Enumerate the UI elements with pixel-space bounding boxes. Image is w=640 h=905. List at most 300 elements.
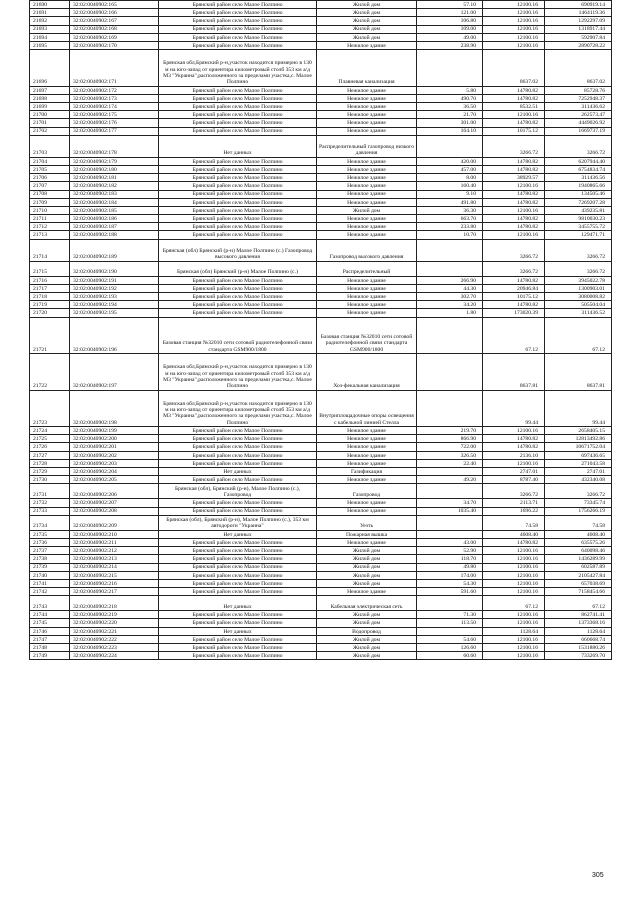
row-number: 21728 [30, 459, 70, 467]
address: Брянский район село Малое Полпино [159, 588, 317, 596]
area [417, 596, 483, 611]
address: Брянский район село Малое Полпино [159, 571, 317, 579]
area: 34.70 [417, 499, 483, 507]
table-row [30, 530, 612, 538]
cadastral-value: 74.58 [545, 515, 612, 530]
table-row [30, 538, 612, 546]
object-type: Нежилое здание [317, 231, 417, 239]
object-type: Нежилое здание [317, 86, 417, 94]
unit-value: 14780.82 [483, 157, 545, 165]
cadastral-number: 32:02:0040902:171 [70, 50, 159, 87]
table-row [30, 103, 612, 111]
area: 326.50 [417, 451, 483, 459]
cadastral-number: 32:02:0040902:214 [70, 563, 159, 571]
unit-value: 10175.12 [483, 127, 545, 135]
table-row [30, 644, 612, 652]
row-number: 21720 [30, 309, 70, 317]
table-row [30, 596, 612, 611]
area [417, 50, 483, 87]
cadastral-value: 3266.72 [545, 484, 612, 499]
table-body [30, 1, 612, 660]
table-row [30, 284, 612, 292]
area [417, 317, 483, 354]
table-row [30, 611, 612, 619]
area: 60.60 [417, 652, 483, 660]
cadastral-value: 129471.71 [545, 231, 612, 239]
table-row [30, 157, 612, 165]
table-row [30, 198, 612, 206]
object-type: Жилой дом [317, 206, 417, 214]
area: 8.00 [417, 174, 483, 182]
object-type: Нежилое здание [317, 103, 417, 111]
row-number: 21697 [30, 86, 70, 94]
table-row [30, 588, 612, 596]
cadastral-number: 32:02:0040902:198 [70, 390, 159, 427]
row-number: 21738 [30, 555, 70, 563]
cadastral-value: 432340.08 [545, 476, 612, 484]
cadastral-number: 32:02:0040902:190 [70, 261, 159, 276]
object-type: Нежилое здание [317, 443, 417, 451]
object-type: Нежилое здание [317, 94, 417, 102]
address: Нет данных [159, 627, 317, 635]
address: Нет данных [159, 596, 317, 611]
cadastral-value: 262573.47 [545, 111, 612, 119]
row-number: 21735 [30, 530, 70, 538]
object-type: Нежилое здание [317, 41, 417, 49]
area [417, 484, 483, 499]
object-type: Кабельная электрическая сеть [317, 596, 417, 611]
row-number: 21725 [30, 435, 70, 443]
object-type: Нежилое здание [317, 284, 417, 292]
unit-value: 12100.16 [483, 563, 545, 571]
address: Брянский район село Малое Полпино [159, 443, 317, 451]
object-type: Базовая станция №32010 сети сотовой радиотелефонной связи стандарта GSM900/1800 [317, 317, 417, 354]
area: 591.60 [417, 588, 483, 596]
object-type: Нежилое здание [317, 507, 417, 515]
cadastral-number: 32:02:0040902:184 [70, 198, 159, 206]
row-number: 21733 [30, 507, 70, 515]
cadastral-value: 8637.02 [545, 50, 612, 87]
area: 302.70 [417, 293, 483, 301]
table-row [30, 9, 612, 17]
object-type: Пожарная вышка [317, 530, 417, 538]
area: 219.70 [417, 427, 483, 435]
row-number: 21699 [30, 103, 70, 111]
cadastral-value: 3266.72 [545, 135, 612, 157]
area [417, 468, 483, 476]
unit-value: 8637.81 [483, 354, 545, 391]
row-number: 21730 [30, 476, 70, 484]
row-number: 21693 [30, 25, 70, 33]
area: 457.00 [417, 165, 483, 173]
table-row [30, 17, 612, 25]
address: Брянский район село Малое Полпино [159, 652, 317, 660]
address: Брянский район село Малое Полпино [159, 198, 317, 206]
cadastral-value: 1531880.26 [545, 644, 612, 652]
cadastral-number: 32:02:0040902:223 [70, 644, 159, 652]
cadastral-number: 32:02:0040902:211 [70, 538, 159, 546]
unit-value: 14780.82 [483, 215, 545, 223]
row-number: 21702 [30, 127, 70, 135]
row-number: 21705 [30, 165, 70, 173]
address: Брянский район село Малое Полпино [159, 182, 317, 190]
object-type: Водопровод [317, 627, 417, 635]
object-type: Нежилое здание [317, 215, 417, 223]
unit-value: 20946.84 [483, 284, 545, 292]
address: Брянская обл,Брянский р-н,участок находится примерно в 130 м на юго-запад от ориентира километровый столб 353 км а/д М3 "Украина",расположенного за пределами участка,с. Малое Полпино [159, 390, 317, 427]
row-number: 21691 [30, 9, 70, 17]
cadastral-value: 8637.81 [545, 354, 612, 391]
address: Базовая станция №32010 сети сотовой радиотелефонной связи стандарта GSM900/1800 [159, 317, 317, 354]
cadastral-number: 32:02:0040902:221 [70, 627, 159, 635]
cadastral-value: 862741.41 [545, 611, 612, 619]
area [417, 390, 483, 427]
cadastral-number: 32:02:0040902:178 [70, 135, 159, 157]
area: 722.00 [417, 443, 483, 451]
address: Брянский район село Малое Полпино [159, 119, 317, 127]
cadastral-number: 32:02:0040902:176 [70, 119, 159, 127]
object-type: Жилой дом [317, 547, 417, 555]
row-number: 21745 [30, 619, 70, 627]
unit-value: 14780.82 [483, 276, 545, 284]
row-number: 21709 [30, 198, 70, 206]
object-type: Газопровод [317, 484, 417, 499]
row-number: 21695 [30, 41, 70, 49]
cadastral-number: 32:02:0040902:183 [70, 190, 159, 198]
unit-value: 12100.16 [483, 427, 545, 435]
cadastral-value: 311436.52 [545, 309, 612, 317]
row-number: 21694 [30, 33, 70, 41]
object-type: Нежилое здание [317, 165, 417, 173]
address: Брянский район село Малое Полпино [159, 25, 317, 33]
object-type: Нежилое здание [317, 190, 417, 198]
object-type: Нежилое здание [317, 427, 417, 435]
cadastral-value: 1669737.19 [545, 127, 612, 135]
table-row [30, 111, 612, 119]
row-number: 21729 [30, 468, 70, 476]
address: Брянский район село Малое Полпино [159, 499, 317, 507]
table-row [30, 390, 612, 427]
cadastral-number: 32:02:0040902:206 [70, 484, 159, 499]
table-row [30, 190, 612, 198]
cadastral-value: 690919.14 [545, 1, 612, 9]
table-row [30, 293, 612, 301]
table-row [30, 119, 612, 127]
unit-value: 67.12 [483, 596, 545, 611]
object-type: Нежилое здание [317, 588, 417, 596]
cadastral-value: 592907.84 [545, 33, 612, 41]
row-number: 21715 [30, 261, 70, 276]
cadastral-value: 73345.74 [545, 499, 612, 507]
cadastral-number: 32:02:0040902:194 [70, 301, 159, 309]
unit-value: 1128.64 [483, 627, 545, 635]
address: Брянский район село Малое Полпино [159, 231, 317, 239]
address: Брянский район село Малое Полпино [159, 538, 317, 546]
address: Брянский район село Малое Полпино [159, 276, 317, 284]
cadastral-number: 32:02:0040902:167 [70, 17, 159, 25]
unit-value: 2136.10 [483, 451, 545, 459]
cadastral-number: 32:02:0040902:200 [70, 435, 159, 443]
cadastral-number: 32:02:0040902:203 [70, 459, 159, 467]
area: 49.80 [417, 563, 483, 571]
address: Брянский район село Малое Полпино [159, 579, 317, 587]
cadastral-value: 3945022.78 [545, 276, 612, 284]
cadastral-value: 311436.62 [545, 103, 612, 111]
area [417, 515, 483, 530]
table-row [30, 206, 612, 214]
cadastral-number: 32:02:0040902:222 [70, 635, 159, 643]
cadastral-number: 32:02:0040902:193 [70, 293, 159, 301]
address: Брянский район село Малое Полпино [159, 635, 317, 643]
area: 36.50 [417, 103, 483, 111]
cadastral-number: 32:02:0040902:220 [70, 619, 159, 627]
area: 52.90 [417, 547, 483, 555]
unit-value: 12100.16 [483, 459, 545, 467]
area: 121.00 [417, 9, 483, 17]
row-number: 21703 [30, 135, 70, 157]
address: Брянский район село Малое Полпино [159, 94, 317, 102]
unit-value: 3266.72 [483, 135, 545, 157]
cadastral-value: 602587.89 [545, 563, 612, 571]
cadastral-value: 3080008.82 [545, 293, 612, 301]
row-number: 21707 [30, 182, 70, 190]
row-number: 21742 [30, 588, 70, 596]
cadastral-value: 7269207.28 [545, 198, 612, 206]
cadastral-number: 32:02:0040902:196 [70, 317, 159, 354]
area: 490.70 [417, 94, 483, 102]
unit-value: 12100.16 [483, 231, 545, 239]
cadastral-number: 32:02:0040902:180 [70, 165, 159, 173]
cadastral-value: 2658405.15 [545, 427, 612, 435]
table-row [30, 86, 612, 94]
table-row [30, 182, 612, 190]
cadastral-value: 6207944.40 [545, 157, 612, 165]
area: 36.30 [417, 206, 483, 214]
unit-value: 8787.40 [483, 476, 545, 484]
cadastral-number: 32:02:0040902:173 [70, 94, 159, 102]
unit-value: 14780.82 [483, 86, 545, 94]
row-number: 21734 [30, 515, 70, 530]
row-number: 21718 [30, 293, 70, 301]
cadastral-number: 32:02:0040902:179 [70, 157, 159, 165]
object-type: Жилой дом [317, 579, 417, 587]
address: Брянский район село Малое Полпино [159, 223, 317, 231]
unit-value: 14780.82 [483, 443, 545, 451]
cadastral-value: 1756266.19 [545, 507, 612, 515]
unit-value: 12100.16 [483, 41, 545, 49]
object-type: Нежилое здание [317, 111, 417, 119]
area: 663.70 [417, 215, 483, 223]
table-row [30, 451, 612, 459]
area: 49.00 [417, 33, 483, 41]
address: Брянский район село Малое Полпино [159, 190, 317, 198]
document-page [29, 0, 611, 660]
cadastral-value: 697436.65 [545, 451, 612, 459]
cadastral-value: 7252948.37 [545, 94, 612, 102]
row-number: 21747 [30, 635, 70, 643]
unit-value: 4608.40 [483, 530, 545, 538]
table-row [30, 427, 612, 435]
area: 233.80 [417, 223, 483, 231]
row-number: 21737 [30, 547, 70, 555]
table-row [30, 33, 612, 41]
cadastral-number: 32:02:0040902:224 [70, 652, 159, 660]
unit-value: 8637.02 [483, 50, 545, 87]
address: Брянская (обл), Брянский (р-н), Малое Полпино (с.), 353 км автодороги "Украина" [159, 515, 317, 530]
cadastral-value: 7158454.66 [545, 588, 612, 596]
row-number: 21723 [30, 390, 70, 427]
area: 54.60 [417, 635, 483, 643]
area [417, 239, 483, 261]
cadastral-number: 32:02:0040902:182 [70, 182, 159, 190]
row-number: 21748 [30, 644, 70, 652]
area: 44.30 [417, 284, 483, 292]
address: Брянский район село Малое Полпино [159, 476, 317, 484]
address: Брянский район село Малое Полпино [159, 611, 317, 619]
cadastral-number: 32:02:0040902:217 [70, 588, 159, 596]
unit-value: 1696.22 [483, 507, 545, 515]
cadastral-number: 32:02:0040902:172 [70, 86, 159, 94]
area: 22.40 [417, 459, 483, 467]
row-number: 21711 [30, 215, 70, 223]
object-type: Нежилое здание [317, 182, 417, 190]
table-row [30, 309, 612, 317]
address: Брянский район село Малое Полпино [159, 555, 317, 563]
address: Брянский район село Малое Полпино [159, 563, 317, 571]
table-row [30, 627, 612, 635]
object-type: Распределительный [317, 261, 417, 276]
cadastral-value: 134505.46 [545, 190, 612, 198]
unit-value: 2113.71 [483, 499, 545, 507]
cadastral-value: 3266.72 [545, 239, 612, 261]
cadastral-value: 311436.56 [545, 174, 612, 182]
row-number: 21743 [30, 596, 70, 611]
row-number: 21744 [30, 611, 70, 619]
object-type: Нежилое здание [317, 174, 417, 182]
area: 10.70 [417, 231, 483, 239]
address: Брянский район село Малое Полпино [159, 206, 317, 214]
cadastral-number: 32:02:0040902:186 [70, 215, 159, 223]
address: Брянский район село Малое Полпино [159, 644, 317, 652]
table-row [30, 484, 612, 499]
address: Брянский район село Малое Полпино [159, 1, 317, 9]
row-number: 21719 [30, 301, 70, 309]
row-number: 21714 [30, 239, 70, 261]
unit-value: 12100.16 [483, 619, 545, 627]
row-number: 21746 [30, 627, 70, 635]
cadastral-number: 32:02:0040902:177 [70, 127, 159, 135]
cadastral-number: 32:02:0040902:191 [70, 276, 159, 284]
cadastral-value: 12813492.86 [545, 435, 612, 443]
cadastral-value: 1128.64 [545, 627, 612, 635]
unit-value: 12100.16 [483, 1, 545, 9]
object-type: Жилой дом [317, 563, 417, 571]
cadastral-value: 6754834.74 [545, 165, 612, 173]
cadastral-number: 32:02:0040902:212 [70, 547, 159, 555]
object-type: Жилой дом [317, 619, 417, 627]
object-type: Жилой дом [317, 25, 417, 33]
table-row [30, 547, 612, 555]
table-row [30, 435, 612, 443]
table-row [30, 239, 612, 261]
unit-value: 12100.16 [483, 644, 545, 652]
table-row [30, 1, 612, 9]
cadastral-value: 2890728.22 [545, 41, 612, 49]
area: 491.80 [417, 198, 483, 206]
table-row [30, 165, 612, 173]
unit-value: 14780.82 [483, 198, 545, 206]
cadastral-number: 32:02:0040902:170 [70, 41, 159, 49]
address: Нет данных [159, 530, 317, 538]
cadastral-number: 32:02:0040902:201 [70, 443, 159, 451]
unit-value: 2747.01 [483, 468, 545, 476]
unit-value: 14780.82 [483, 190, 545, 198]
cadastral-value: 1318917.44 [545, 25, 612, 33]
cadastral-number: 32:02:0040902:199 [70, 427, 159, 435]
area: 34.20 [417, 301, 483, 309]
table-row [30, 579, 612, 587]
cadastral-value: 271043.58 [545, 459, 612, 467]
cadastral-value: 3266.72 [545, 261, 612, 276]
address: Брянский район село Малое Полпино [159, 284, 317, 292]
address: Брянский район село Малое Полпино [159, 435, 317, 443]
cadastral-number: 32:02:0040902:216 [70, 579, 159, 587]
object-type: Жилой дом [317, 555, 417, 563]
row-number: 21716 [30, 276, 70, 284]
unit-value: 14780.82 [483, 538, 545, 546]
cadastral-value: 635575.26 [545, 538, 612, 546]
table-row [30, 174, 612, 182]
unit-value: 12100.16 [483, 571, 545, 579]
cadastral-number: 32:02:0040902:188 [70, 231, 159, 239]
table-row [30, 127, 612, 135]
cadastral-number: 32:02:0040902:189 [70, 239, 159, 261]
unit-value: 99.44 [483, 390, 545, 427]
cadastral-value: 439235.81 [545, 206, 612, 214]
cadastral-number: 32:02:0040902:169 [70, 33, 159, 41]
object-type: Жилой дом [317, 652, 417, 660]
area: 160.40 [417, 182, 483, 190]
cadastral-number: 32:02:0040902:185 [70, 206, 159, 214]
unit-value: 67.12 [483, 317, 545, 354]
area [417, 530, 483, 538]
object-type: Нежилое здание [317, 198, 417, 206]
cadastral-number: 32:02:0040902:181 [70, 174, 159, 182]
cadastral-number: 32:02:0040902:205 [70, 476, 159, 484]
unit-value: 3266.72 [483, 484, 545, 499]
object-type: Уезть [317, 515, 417, 530]
area: 109.00 [417, 25, 483, 33]
row-number: 21740 [30, 571, 70, 579]
unit-value: 14780.82 [483, 435, 545, 443]
object-type: Жилой дом [317, 17, 417, 25]
cadastral-value: 2105427.84 [545, 571, 612, 579]
unit-value: 12100.16 [483, 635, 545, 643]
cadastral-number: 32:02:0040902:213 [70, 555, 159, 563]
unit-value: 12100.16 [483, 588, 545, 596]
object-type: Газопровод высокого давления [317, 239, 417, 261]
row-number: 21722 [30, 354, 70, 391]
area: 113.50 [417, 619, 483, 627]
address: Брянский район село Малое Полпино [159, 459, 317, 467]
address: Брянская обл,Брянский р-н,участок находится примерно в 130 м на юго-запад от ориентира километровый столб 353 км а/д М3 "Украина",расположенного за пределами участка,с. Малое Полпино [159, 50, 317, 87]
object-type: Нежилое здание [317, 435, 417, 443]
cadastral-number: 32:02:0040902:209 [70, 515, 159, 530]
table-row [30, 571, 612, 579]
cadastral-value: 85728.76 [545, 86, 612, 94]
area [417, 354, 483, 391]
area: 301.00 [417, 119, 483, 127]
